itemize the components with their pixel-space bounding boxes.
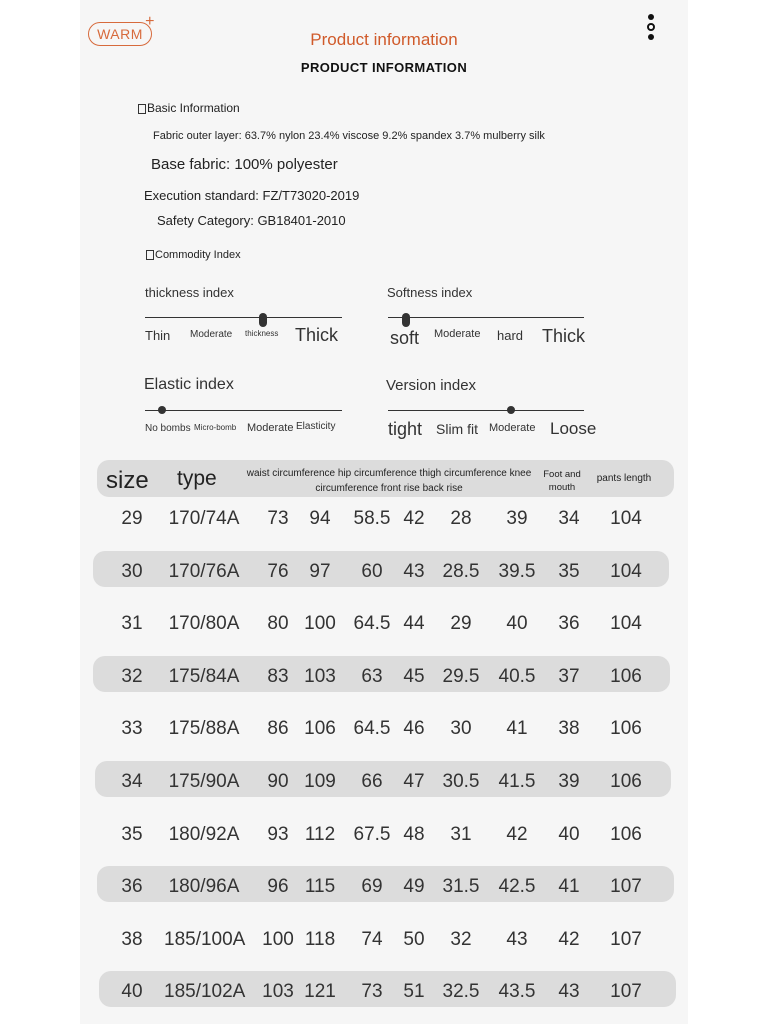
elastic-slider-knob[interactable] [158, 406, 166, 414]
table-cell: 104 [610, 560, 642, 582]
commodity-index-heading: Commodity Index [146, 249, 241, 261]
table-cell: 73 [267, 508, 289, 529]
table-cell: 175/88A [168, 718, 240, 740]
table-cell: 104 [610, 613, 642, 635]
table-cell: 94 [309, 508, 331, 529]
table-cell: 107 [610, 876, 642, 898]
table-cell: 36 [558, 613, 580, 635]
table-cell: 39.5 [498, 560, 536, 582]
table-cell: 106 [610, 771, 642, 792]
table-cell: 35 [558, 560, 580, 582]
thickness-label-2: Moderate [190, 329, 233, 340]
table-cell: 34 [558, 508, 580, 529]
table-cell: 103 [262, 981, 294, 1003]
bullet-icon [138, 104, 146, 114]
table-cell: 42 [403, 508, 425, 529]
table-cell: 39 [558, 771, 580, 792]
table-cell: 50 [403, 928, 425, 950]
softness-label-2: Moderate [434, 328, 481, 340]
table-cell: 43 [403, 560, 425, 582]
table-cell: 46 [403, 718, 425, 740]
header-type: type [177, 467, 217, 490]
table-cell: 30 [121, 560, 143, 582]
bullet-icon [146, 250, 154, 260]
softness-label-4: Thick [542, 326, 586, 346]
table-cell: 37 [558, 665, 580, 687]
table-cell: 100 [304, 613, 336, 635]
table-cell: 180/96A [168, 876, 240, 898]
table-cell: 32 [450, 928, 472, 950]
table-cell: 170/74A [168, 508, 240, 529]
table-cell: 30 [450, 718, 472, 740]
page-title: Product information [310, 30, 458, 49]
base-fabric-text: Base fabric: 100% polyester [151, 156, 338, 173]
version-label-3: Moderate [489, 422, 536, 434]
table-cell: 36 [121, 876, 143, 898]
thickness-label-1: Thin [145, 328, 171, 343]
table-cell: 35 [121, 823, 143, 845]
thickness-slider-track [145, 317, 342, 318]
version-index-title: Version index [386, 377, 477, 394]
table-cell: 63 [361, 665, 383, 687]
table-cell: 83 [267, 665, 289, 687]
table-cell: 86 [267, 718, 289, 740]
more-menu-button[interactable] [644, 14, 658, 46]
table-cell: 104 [610, 508, 642, 529]
table-cell: 32 [121, 665, 143, 687]
table-cell: 106 [610, 718, 642, 740]
elastic-label-2: Micro-bomb [194, 423, 237, 432]
table-cell: 106 [610, 665, 642, 687]
table-cell: 40 [558, 823, 580, 845]
table-cell: 44 [403, 613, 425, 635]
softness-slider-knob[interactable] [402, 313, 410, 327]
thickness-label-3: thickness [245, 329, 279, 338]
table-cell: 43 [558, 981, 580, 1003]
table-cell: 170/80A [168, 613, 240, 635]
thickness-label-4: Thick [295, 325, 339, 345]
header-pants-length: pants length [596, 473, 652, 484]
table-cell: 42 [506, 823, 528, 845]
version-slider-knob[interactable] [507, 406, 515, 414]
table-cell: 73 [361, 981, 383, 1003]
table-cell: 180/92A [168, 823, 240, 845]
table-cell: 40 [506, 613, 528, 635]
table-cell: 106 [610, 823, 642, 845]
table-cell: 76 [267, 560, 289, 582]
table-cell: 49 [403, 876, 425, 898]
header-size: size [106, 467, 149, 494]
elastic-label-3: Moderate [247, 422, 294, 434]
product-info-card [80, 0, 688, 1024]
table-cell: 103 [304, 665, 336, 687]
table-cell: 29.5 [442, 665, 480, 687]
table-cell: 107 [610, 981, 642, 1003]
version-label-1: tight [388, 419, 423, 439]
table-cell: 115 [304, 876, 336, 898]
table-cell: 69 [361, 876, 383, 898]
softness-label-1: soft [390, 328, 420, 348]
table-cell: 112 [304, 823, 336, 845]
table-cell: 48 [403, 823, 425, 845]
table-cell: 58.5 [353, 508, 391, 529]
table-cell: 118 [304, 928, 336, 950]
softness-index-title: Softness index [387, 285, 473, 300]
table-cell: 42.5 [498, 876, 536, 898]
table-cell: 185/100A [164, 928, 246, 950]
table-cell: 93 [267, 823, 289, 845]
table-cell: 80 [267, 613, 289, 635]
table-cell: 90 [267, 771, 289, 792]
table-cell: 185/102A [164, 981, 246, 1003]
table-cell: 34 [121, 771, 143, 792]
table-cell: 175/90A [168, 771, 240, 792]
fabric-outer-text: Fabric outer layer: 63.7% nylon 23.4% viscose 9.2% spandex 3.7% mulberry silk [153, 130, 545, 142]
table-cell: 30.5 [442, 771, 480, 792]
table-cell: 60 [361, 560, 383, 582]
table-cell: 31 [450, 823, 472, 845]
table-cell: 40.5 [498, 665, 536, 687]
logo-text: WARM [97, 26, 143, 42]
table-cell: 40 [121, 981, 143, 1003]
thickness-index-title: thickness index [145, 285, 234, 300]
version-label-4: Loose [550, 419, 597, 438]
table-cell: 66 [361, 771, 383, 792]
table-cell: 38 [121, 928, 143, 950]
thickness-slider-knob[interactable] [259, 313, 267, 327]
table-cell: 121 [304, 981, 336, 1003]
table-cell: 45 [403, 665, 425, 687]
softness-slider-track [388, 317, 584, 318]
basic-info-heading: Basic Information [138, 101, 240, 115]
table-cell: 39 [506, 508, 528, 529]
execution-standard-text: Execution standard: FZ/T73020-2019 [144, 188, 360, 203]
table-cell: 175/84A [168, 665, 240, 687]
table-cell: 109 [304, 771, 336, 792]
table-cell: 64.5 [353, 613, 391, 635]
table-cell: 33 [121, 718, 143, 740]
elastic-label-4: Elasticity [296, 421, 336, 432]
table-cell: 29 [121, 508, 143, 529]
header-measurements: waist circumference hip circumference thigh circumference knee circumference front rise back rise [246, 468, 532, 494]
table-cell: 51 [403, 981, 425, 1003]
version-label-2: Slim fit [436, 421, 478, 437]
table-cell: 41 [506, 718, 528, 740]
table-cell: 74 [361, 928, 383, 950]
table-cell: 43 [506, 928, 528, 950]
table-cell: 97 [309, 560, 331, 582]
table-cell: 41 [558, 876, 580, 898]
elastic-label-1: No bombs [145, 423, 191, 434]
table-cell: 28.5 [442, 560, 480, 582]
page-subtitle: PRODUCT INFORMATION [300, 60, 468, 75]
table-cell: 47 [403, 771, 425, 792]
logo-plus: + [145, 13, 155, 30]
table-cell: 106 [304, 718, 336, 740]
elastic-slider-track [145, 410, 342, 411]
table-cell: 32.5 [442, 981, 480, 1003]
table-cell: 100 [262, 928, 294, 950]
menu-dot-icon [648, 34, 654, 40]
table-cell: 67.5 [353, 823, 391, 845]
table-cell: 170/76A [168, 560, 240, 582]
table-cell: 29 [450, 613, 472, 635]
table-cell: 31.5 [442, 876, 480, 898]
safety-category-text: Safety Category: GB18401-2010 [157, 213, 346, 228]
table-cell: 38 [558, 718, 580, 740]
table-cell: 42 [558, 928, 580, 950]
menu-dot-icon [647, 23, 655, 31]
elastic-index-title: Elastic index [144, 376, 234, 393]
table-cell: 107 [610, 928, 642, 950]
table-cell: 64.5 [353, 718, 391, 740]
table-cell: 43.5 [498, 981, 536, 1003]
table-cell: 28 [450, 508, 472, 529]
softness-label-3: hard [497, 328, 524, 343]
table-cell: 41.5 [498, 771, 536, 792]
table-cell: 31 [121, 613, 143, 635]
version-slider-track [388, 410, 584, 411]
table-cell: 96 [267, 876, 289, 898]
menu-dot-icon [648, 14, 654, 20]
header-foot-mouth: Foot and mouth [543, 469, 581, 493]
